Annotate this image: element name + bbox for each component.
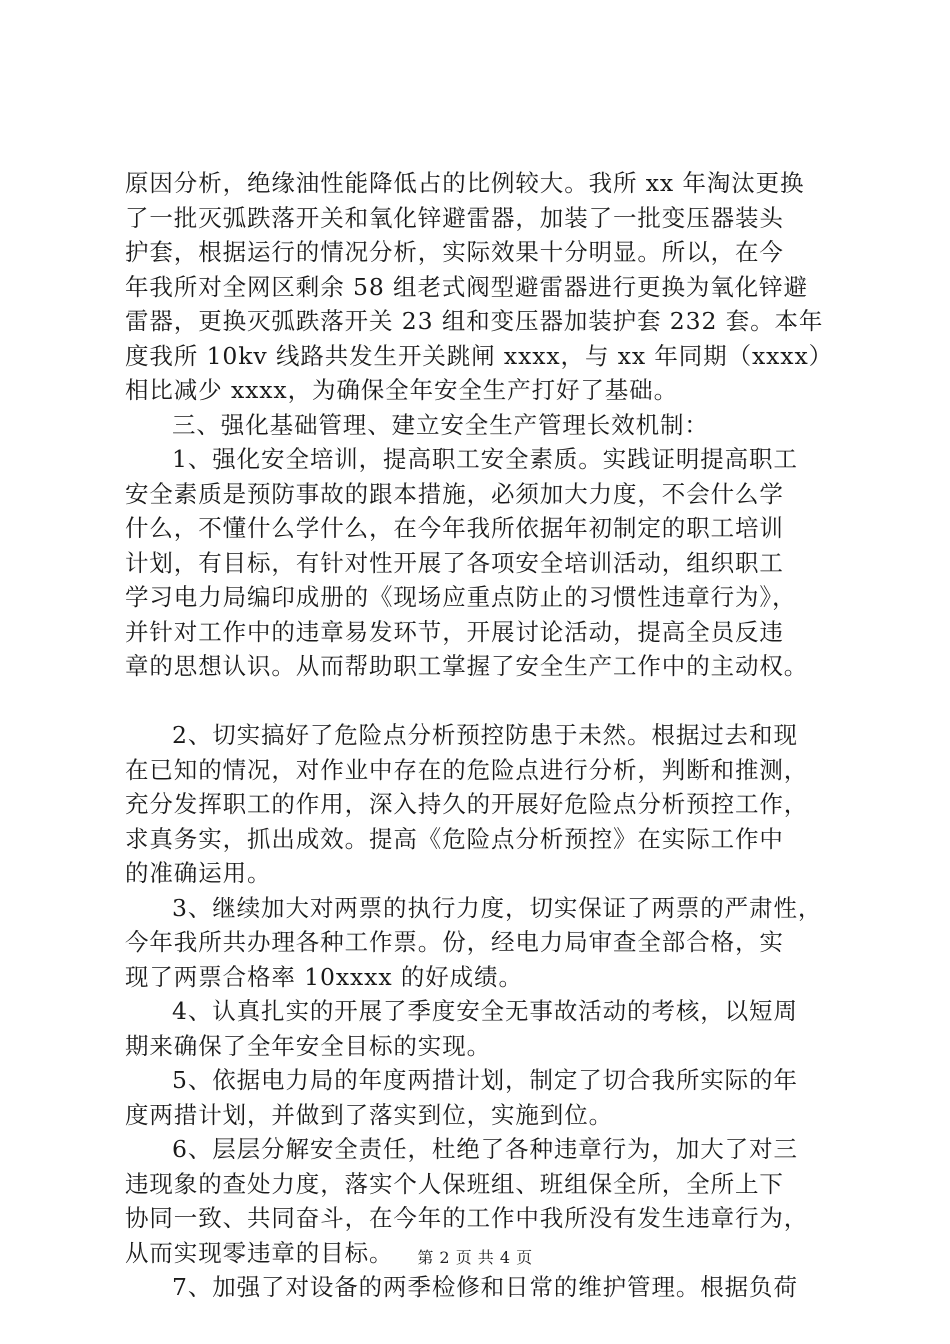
text-line: 1、强化安全培训，提高职工安全素质。实践证明提高职工 — [172, 445, 798, 473]
text-line: 从而实现零违章的目标。 — [125, 1238, 394, 1267]
text-line: 度两措计划，并做到了落实到位，实施到位。 — [125, 1100, 613, 1129]
text-line: 期来确保了全年安全目标的实现。 — [125, 1031, 491, 1060]
text-line: 求真务实，抓出成效。提高《危险点分析预控》在实际工作中 — [125, 824, 784, 853]
text-line: 充分发挥职工的作用，深入持久的开展好危险点分析预控工作， — [125, 790, 809, 818]
text-line: 相比减少 xxxx，为确保全年安全生产打好了基础。 — [125, 376, 678, 404]
text-line: 并针对工作中的违章易发环节，开展讨论活动，提高全员反违 — [125, 617, 784, 646]
text-line: 协同一致、共同奋斗，在今年的工作中我所没有发生违章行为， — [125, 1204, 809, 1232]
text-line: 度我所 10kv 线路共发生开关跳闸 xxxx，与 xx 年同期（xxxx） — [125, 341, 833, 370]
section-heading: 三、强化基础管理、建立安全生产管理长效机制： — [172, 410, 709, 439]
text-line: 原因分析，绝缘油性能降低占的比例较大。我所 xx 年淘汰更换 — [125, 169, 805, 197]
page-number: 第 2 页 共 4 页 — [417, 1248, 533, 1267]
text-line: 章的思想认识。从而帮助职工掌握了安全生产工作中的主动权。 — [125, 652, 809, 680]
text-line: 2、切实搞好了危险点分析预控防患于未然。根据过去和现 — [172, 721, 798, 749]
text-line: 安全素质是预防事故的跟本措施，必须加大力度，不会什么学 — [125, 479, 784, 508]
text-line: 护套，根据运行的情况分析，实际效果十分明显。所以，在今 — [125, 238, 784, 266]
text-line: 了一批灭弧跌落开关和氧化锌避雷器，加装了一批变压器装头 — [125, 203, 784, 232]
text-line: 3、继续加大对两票的执行力度，切实保证了两票的严肃性， — [172, 893, 823, 922]
text-line: 年我所对全网区剩余 58 组老式阀型避雷器进行更换为氧化锌避 — [125, 272, 808, 301]
text-line: 计划，有目标，有针对性开展了各项安全培训活动，组织职工 — [125, 548, 784, 577]
text-line: 今年我所共办理各种工作票。份，经电力局审查全部合格，实 — [125, 928, 784, 956]
document-body — [125, 166, 847, 1305]
text-line: 6、层层分解安全责任，杜绝了各种违章行为，加大了对三 — [172, 1135, 798, 1163]
text-line: 现了两票合格率 10xxxx 的好成绩。 — [125, 962, 523, 991]
text-line: 5、依据电力局的年度两措计划，制定了切合我所实际的年 — [172, 1066, 798, 1094]
paragraph-gap — [125, 684, 847, 719]
text-line: 雷器，更换灭弧跌落开关 23 组和变压器加装护套 232 套。本年 — [125, 307, 824, 335]
text-line: 学习电力局编印成册的《现场应重点防止的习惯性违章行为》， — [125, 583, 797, 611]
text-line: 在已知的情况，对作业中存在的危险点进行分析，判断和推测， — [125, 755, 809, 784]
text-line: 4、认真扎实的开展了季度安全无事故活动的考核，以短周 — [172, 997, 798, 1025]
text-line: 7、加强了对设备的两季检修和日常的维护管理。根据负荷 — [172, 1273, 798, 1301]
text-line: 违现象的查处力度，落实个人保班组、班组保全所，全所上下 — [125, 1169, 784, 1198]
text-line: 什么，不懂什么学什么，在今年我所依据年初制定的职工培训 — [125, 514, 784, 542]
text-line: 的准确运用。 — [125, 859, 272, 887]
